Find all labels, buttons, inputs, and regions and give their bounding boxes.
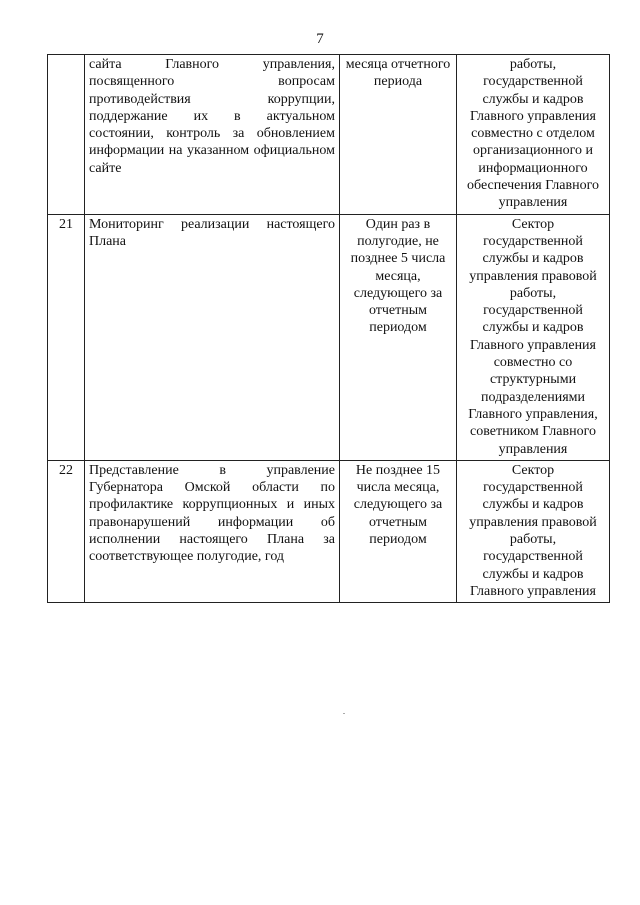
plan-table bbox=[47, 54, 610, 603]
row-number: 21 bbox=[48, 214, 85, 460]
row-number bbox=[48, 55, 85, 215]
table-row bbox=[48, 460, 610, 602]
row-term: Не позднее 15 числа месяца, следующего за отчетным периодом bbox=[340, 460, 457, 602]
table-row bbox=[48, 214, 610, 460]
row-description: Представление в управление Губернатора Омской области по профилактике коррупционных и иных правонарушений информации об исполнении настоящего Плана за соответствующее полугодие, год bbox=[85, 460, 340, 602]
page-number: 7 bbox=[316, 31, 324, 47]
row-description: сайта Главного управления, посвященного вопросам противодействия коррупции, поддержание их в актуальном состоянии, контроль за обновлением информации на указанном официальном сайте bbox=[85, 55, 340, 215]
row-number: 22 bbox=[48, 460, 85, 602]
row-responsible: работы, государственной службы и кадров Главного управления совместно с отделом организационного и информационного обеспечения Главного управления bbox=[457, 55, 610, 215]
row-description: Мониторинг реализации настоящего Плана bbox=[85, 214, 340, 460]
table-row bbox=[48, 55, 610, 215]
row-term: месяца отчетного периода bbox=[340, 55, 457, 215]
row-responsible: Сектор государственной службы и кадров управления правовой работы, государственной службы и кадров Главного управления совместно со структурными подразделениями Главного управления, советником Главного управления bbox=[457, 214, 610, 460]
row-responsible: Сектор государственной службы и кадров управления правовой работы, государственной службы и кадров Главного управления bbox=[457, 460, 610, 602]
row-term: Один раз в полугодие, не позднее 5 числа месяца, следующего за отчетным периодом bbox=[340, 214, 457, 460]
scan-artifact bbox=[343, 713, 345, 714]
